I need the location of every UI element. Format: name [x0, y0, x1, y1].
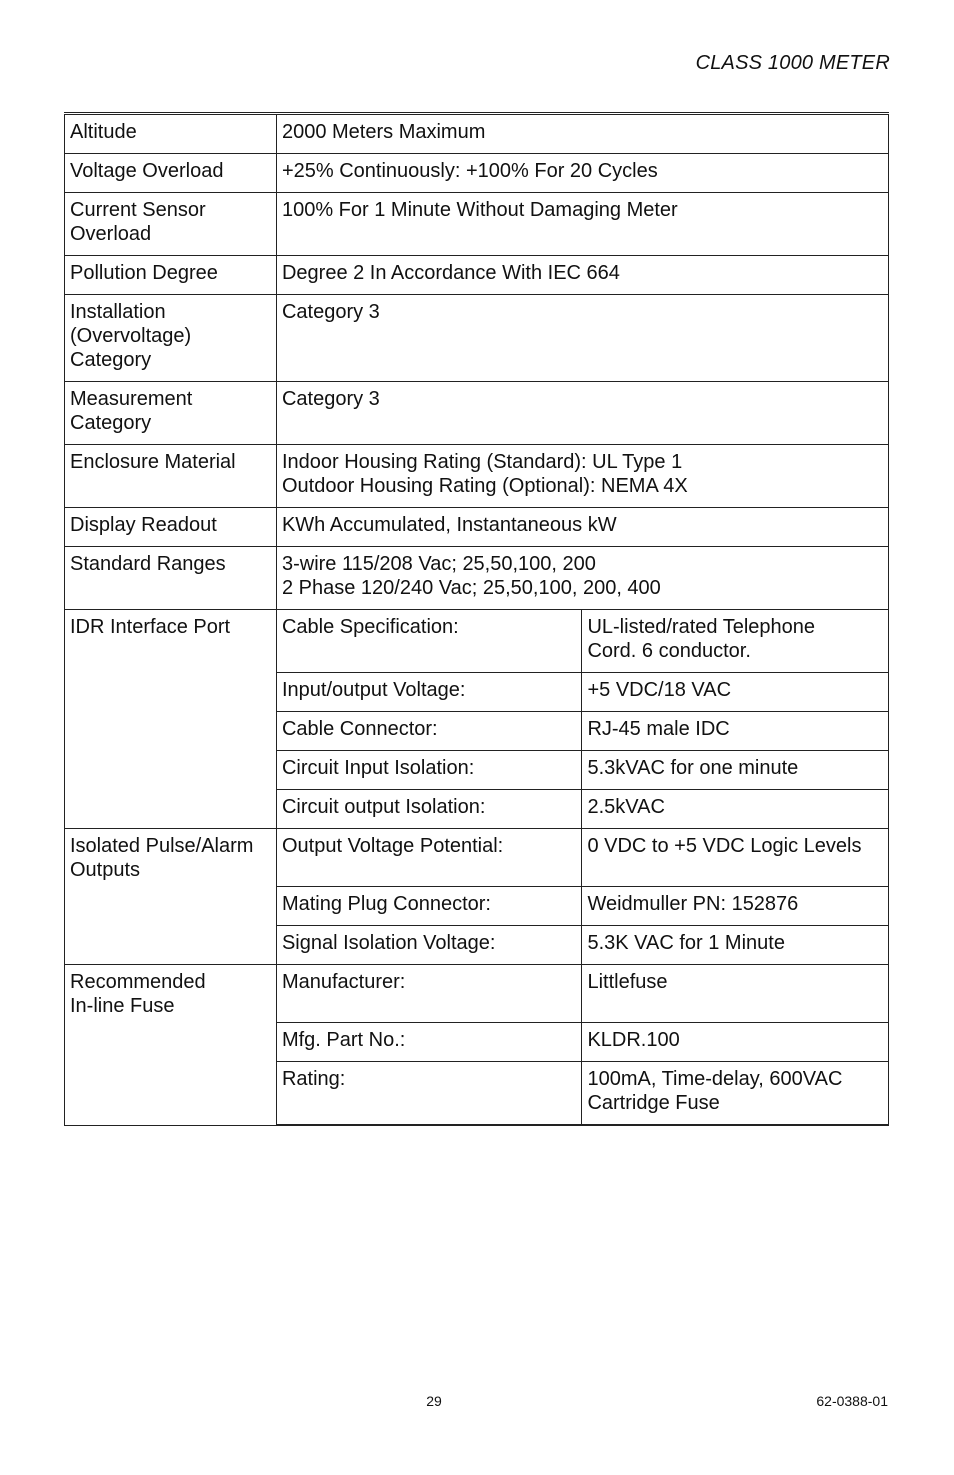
row-label: Pollution Degree: [65, 256, 277, 295]
document-number: 62-0388-01: [816, 1393, 888, 1409]
sub-row-value: 5.3kVAC for one minute: [582, 751, 889, 790]
sub-row-value: RJ-45 male IDC: [582, 712, 889, 751]
row-value: KWh Accumulated, Instantaneous kW: [276, 508, 888, 547]
row-value: +25% Continuously: +100% For 20 Cycles: [276, 154, 888, 193]
row-label: Altitude: [65, 114, 277, 154]
sub-row-value: UL-listed/rated Telephone Cord. 6 conductor.: [582, 610, 889, 673]
sub-row-value: Littlefuse: [582, 965, 889, 1023]
table-row: [65, 508, 889, 547]
running-header-title: CLASS 1000 METER: [695, 52, 890, 74]
sub-row-value: 0 VDC to +5 VDC Logic Levels: [582, 829, 889, 887]
page-number: 29: [426, 1393, 442, 1409]
sub-row-value: KLDR.100: [582, 1023, 889, 1062]
row-value: 3-wire 115/208 Vac; 25,50,100, 200 2 Phase 120/240 Vac; 25,50,100, 200, 400: [276, 547, 888, 610]
row-value: Indoor Housing Rating (Standard): UL Type 1 Outdoor Housing Rating (Optional): NEMA 4X: [276, 445, 888, 508]
table-row: [65, 193, 889, 256]
row-label: Measurement Category: [65, 382, 277, 445]
row-value: 2000 Meters Maximum: [276, 114, 888, 154]
table-row: [65, 114, 889, 154]
sub-row-value: 2.5kVAC: [582, 790, 889, 829]
table-row: [65, 610, 889, 673]
table-row: [65, 547, 889, 610]
sub-row-name: Rating:: [276, 1062, 581, 1126]
sub-row-name: Signal Isolation Voltage:: [276, 926, 581, 965]
group-label: Recommended In-line Fuse: [65, 965, 277, 1126]
sub-row-name: Cable Specification:: [276, 610, 581, 673]
specifications-table: [64, 112, 889, 1126]
table-row: [65, 154, 889, 193]
sub-row-name: Circuit output Isolation:: [276, 790, 581, 829]
group-label: Isolated Pulse/Alarm Outputs: [65, 829, 277, 965]
sub-row-name: Mating Plug Connector:: [276, 887, 581, 926]
sub-row-value: 100mA, Time-delay, 600VAC Cartridge Fuse: [582, 1062, 889, 1126]
table-row: [65, 965, 889, 1023]
table-row: [65, 382, 889, 445]
row-label: Enclosure Material: [65, 445, 277, 508]
row-value: 100% For 1 Minute Without Damaging Meter: [276, 193, 888, 256]
sub-row-value: 5.3K VAC for 1 Minute: [582, 926, 889, 965]
sub-row-name: Cable Connector:: [276, 712, 581, 751]
sub-row-name: Output Voltage Potential:: [276, 829, 581, 887]
group-label: IDR Interface Port: [65, 610, 277, 829]
table-row: [65, 445, 889, 508]
row-label: Current Sensor Overload: [65, 193, 277, 256]
row-label: Display Readout: [65, 508, 277, 547]
sub-row-value: Weidmuller PN: 152876: [582, 887, 889, 926]
row-value: Category 3: [276, 295, 888, 382]
sub-row-name: Input/output Voltage:: [276, 673, 581, 712]
row-value: Degree 2 In Accordance With IEC 664: [276, 256, 888, 295]
row-label: Voltage Overload: [65, 154, 277, 193]
table-row: [65, 256, 889, 295]
table-row: [65, 295, 889, 382]
sub-row-name: Manufacturer:: [276, 965, 581, 1023]
table-row: [65, 829, 889, 887]
row-label: Standard Ranges: [65, 547, 277, 610]
sub-row-value: +5 VDC/18 VAC: [582, 673, 889, 712]
row-label: Installation (Overvoltage) Category: [65, 295, 277, 382]
sub-row-name: Mfg. Part No.:: [276, 1023, 581, 1062]
row-value: Category 3: [276, 382, 888, 445]
sub-row-name: Circuit Input Isolation:: [276, 751, 581, 790]
